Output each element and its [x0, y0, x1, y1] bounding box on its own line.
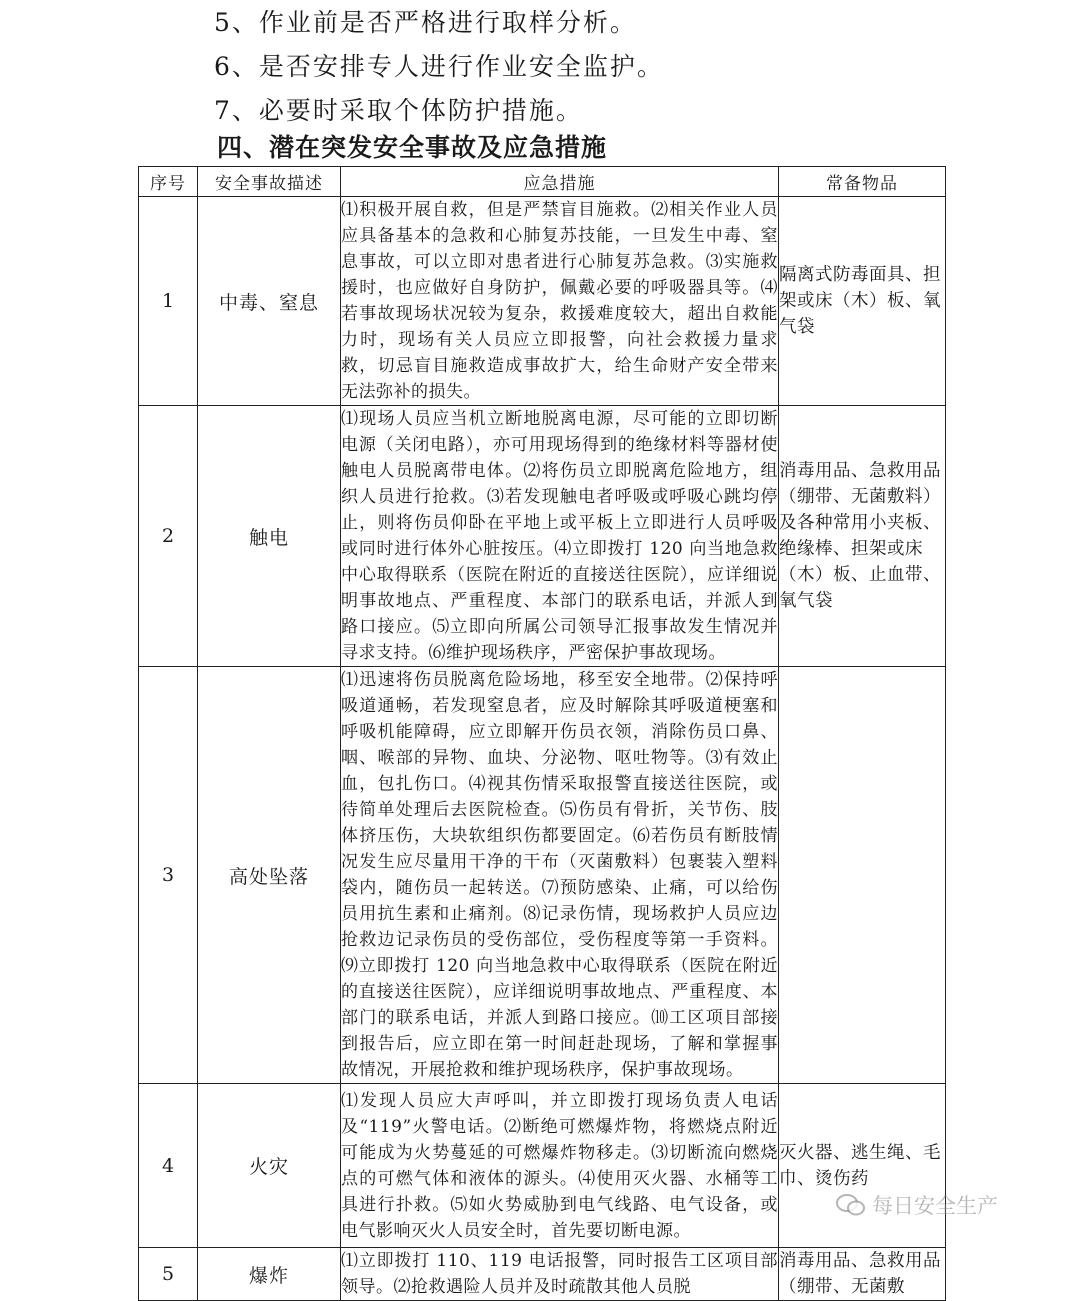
- accident-description: 爆炸: [198, 1248, 341, 1301]
- table-row: [139, 1084, 946, 1248]
- accident-description: 中毒、窒息: [198, 197, 341, 406]
- emergency-measures: ⑴迅速将伤员脱离危险场地，移至安全地带。⑵保持呼吸道通畅，若发现窒息者，应及时解除其呼吸道梗塞和呼吸机能障碍，应立即解开伤员衣领，消除伤员口鼻、咽、喉部的异物、血块、分泌物、呕吐物等。⑶有效止血，包扎伤口。⑷视其伤情采取报警直接送往医院，或待简单处理后去医院检查。⑸伤员有骨折，关节伤、肢体挤压伤，大块软组织伤都要固定。⑹若伤员有断肢情况发生应尽量用干净的干布（灭菌敷料）包裹装入塑料袋内，随伤员一起转送。⑺预防感染、止痛，可以给伤员用抗生素和止痛剂。⑻记录伤情，现场救护人员应边抢救边记录伤员的受伤部位，受伤程度等第一手资料。⑼立即拨打 120 向当地急救中心取得联系（医院在附近的直接送往医院），应详细说明事故地点、严重程度、本部门的联系电话，并派人到路口接应。⑽工区项目部接到报告后，应立即在第一时间赶赴现场，了解和掌握事故情况，开展抢救和维护现场秩序，保护事故现场。: [341, 667, 779, 1084]
- standby-supplies: 灭火器、逃生绳、毛巾、烫伤药: [779, 1084, 946, 1248]
- watermark: [836, 1190, 998, 1220]
- emergency-measures: ⑴积极开展自救，但是严禁盲目施救。⑵相关作业人员应具备基本的急救和心肺复苏技能，一旦发生中毒、窒息事故，可以立即对患者进行心肺复苏急救。⑶实施救援时，也应做好自身防护，佩戴必要的呼吸器具等。⑷若事故现场状况较为复杂，救援难度较大，超出自救能力时，现场有关人员应立即报警，向社会救援力量求救，切忌盲目施救造成事故扩大，给生命财产安全带来无法弥补的损失。: [341, 197, 779, 406]
- header-number: 序号: [139, 167, 198, 197]
- standby-supplies: 消毒用品、急救用品（绷带、无菌敷料）及各种常用小夹板、绝缘棒、担架或床（木）板、止血带、氧气袋: [779, 406, 946, 667]
- standby-supplies: 消毒用品、急救用品（绷带、无菌敷: [779, 1248, 946, 1301]
- accident-description: 触电: [198, 406, 341, 667]
- table-row: [139, 197, 946, 406]
- accident-description: 火灾: [198, 1084, 341, 1248]
- row-number: 2: [139, 406, 198, 667]
- table-row: [139, 667, 946, 1084]
- emergency-measures: ⑴发现人员应大声呼叫，并立即拨打现场负责人电话及“119”火警电话。⑵断绝可燃爆炸物，将燃烧点附近可能成为火势蔓延的可燃爆炸物移走。⑶切断流向燃烧点的可燃气体和液体的源头。⑷使用灭火器、水桶等工具进行扑救。⑸如火势威胁到电气线路、电气设备，或电气影响灭火人员安全时，首先要切断电源。: [341, 1084, 779, 1248]
- standby-supplies: [779, 667, 946, 1084]
- emergency-measures-table: [138, 166, 946, 1301]
- emergency-measures: ⑴现场人员应当机立断地脱离电源，尽可能的立即切断电源（关闭电路），亦可用现场得到的绝缘材料等器材使触电人员脱离带电体。⑵将伤员立即脱离危险地方，组织人员进行抢救。⑶若发现触电者呼吸或呼吸心跳均停止，则将伤员仰卧在平地上或平板上立即进行人员呼吸或同时进行体外心脏按压。⑷立即拨打 120 向当地急救中心取得联系（医院在附近的直接送往医院），应详细说明事故地点、严重程度、本部门的联系电话，并派人到路口接应。⑸立即向所属公司领导汇报事故发生情况并寻求支持。⑹维护现场秩序，严密保护事故现场。: [341, 406, 779, 667]
- header-accident-description: 安全事故描述: [198, 167, 341, 197]
- intro-item-6: 6、是否安排专人进行作业安全监护。: [214, 52, 664, 81]
- table-header-row: [139, 167, 946, 197]
- standby-supplies: 隔离式防毒面具、担架或床（木）板、氧气袋: [779, 197, 946, 406]
- row-number: 3: [139, 667, 198, 1084]
- header-standby-supplies: 常备物品: [779, 167, 946, 197]
- table-row: [139, 406, 946, 667]
- row-number: 4: [139, 1084, 198, 1248]
- table-row: [139, 1248, 946, 1301]
- row-number: 5: [139, 1248, 198, 1301]
- intro-item-5: 5、作业前是否严格进行取样分析。: [214, 8, 637, 37]
- intro-item-7: 7、必要时采取个体防护措施。: [214, 96, 583, 125]
- row-number: 1: [139, 197, 198, 406]
- accident-description: 高处坠落: [198, 667, 341, 1084]
- watermark-text: 每日安全生产: [872, 1194, 998, 1218]
- wechat-icon: [836, 1193, 866, 1217]
- section-title: 四、潜在突发安全事故及应急措施: [217, 133, 608, 162]
- intro-list: [214, 6, 1034, 138]
- header-emergency-measures: 应急措施: [341, 167, 779, 197]
- emergency-measures: ⑴立即拨打 110、119 电话报警，同时报告工区项目部领导。⑵抢救遇险人员并及时疏散其他人员脱: [341, 1248, 779, 1301]
